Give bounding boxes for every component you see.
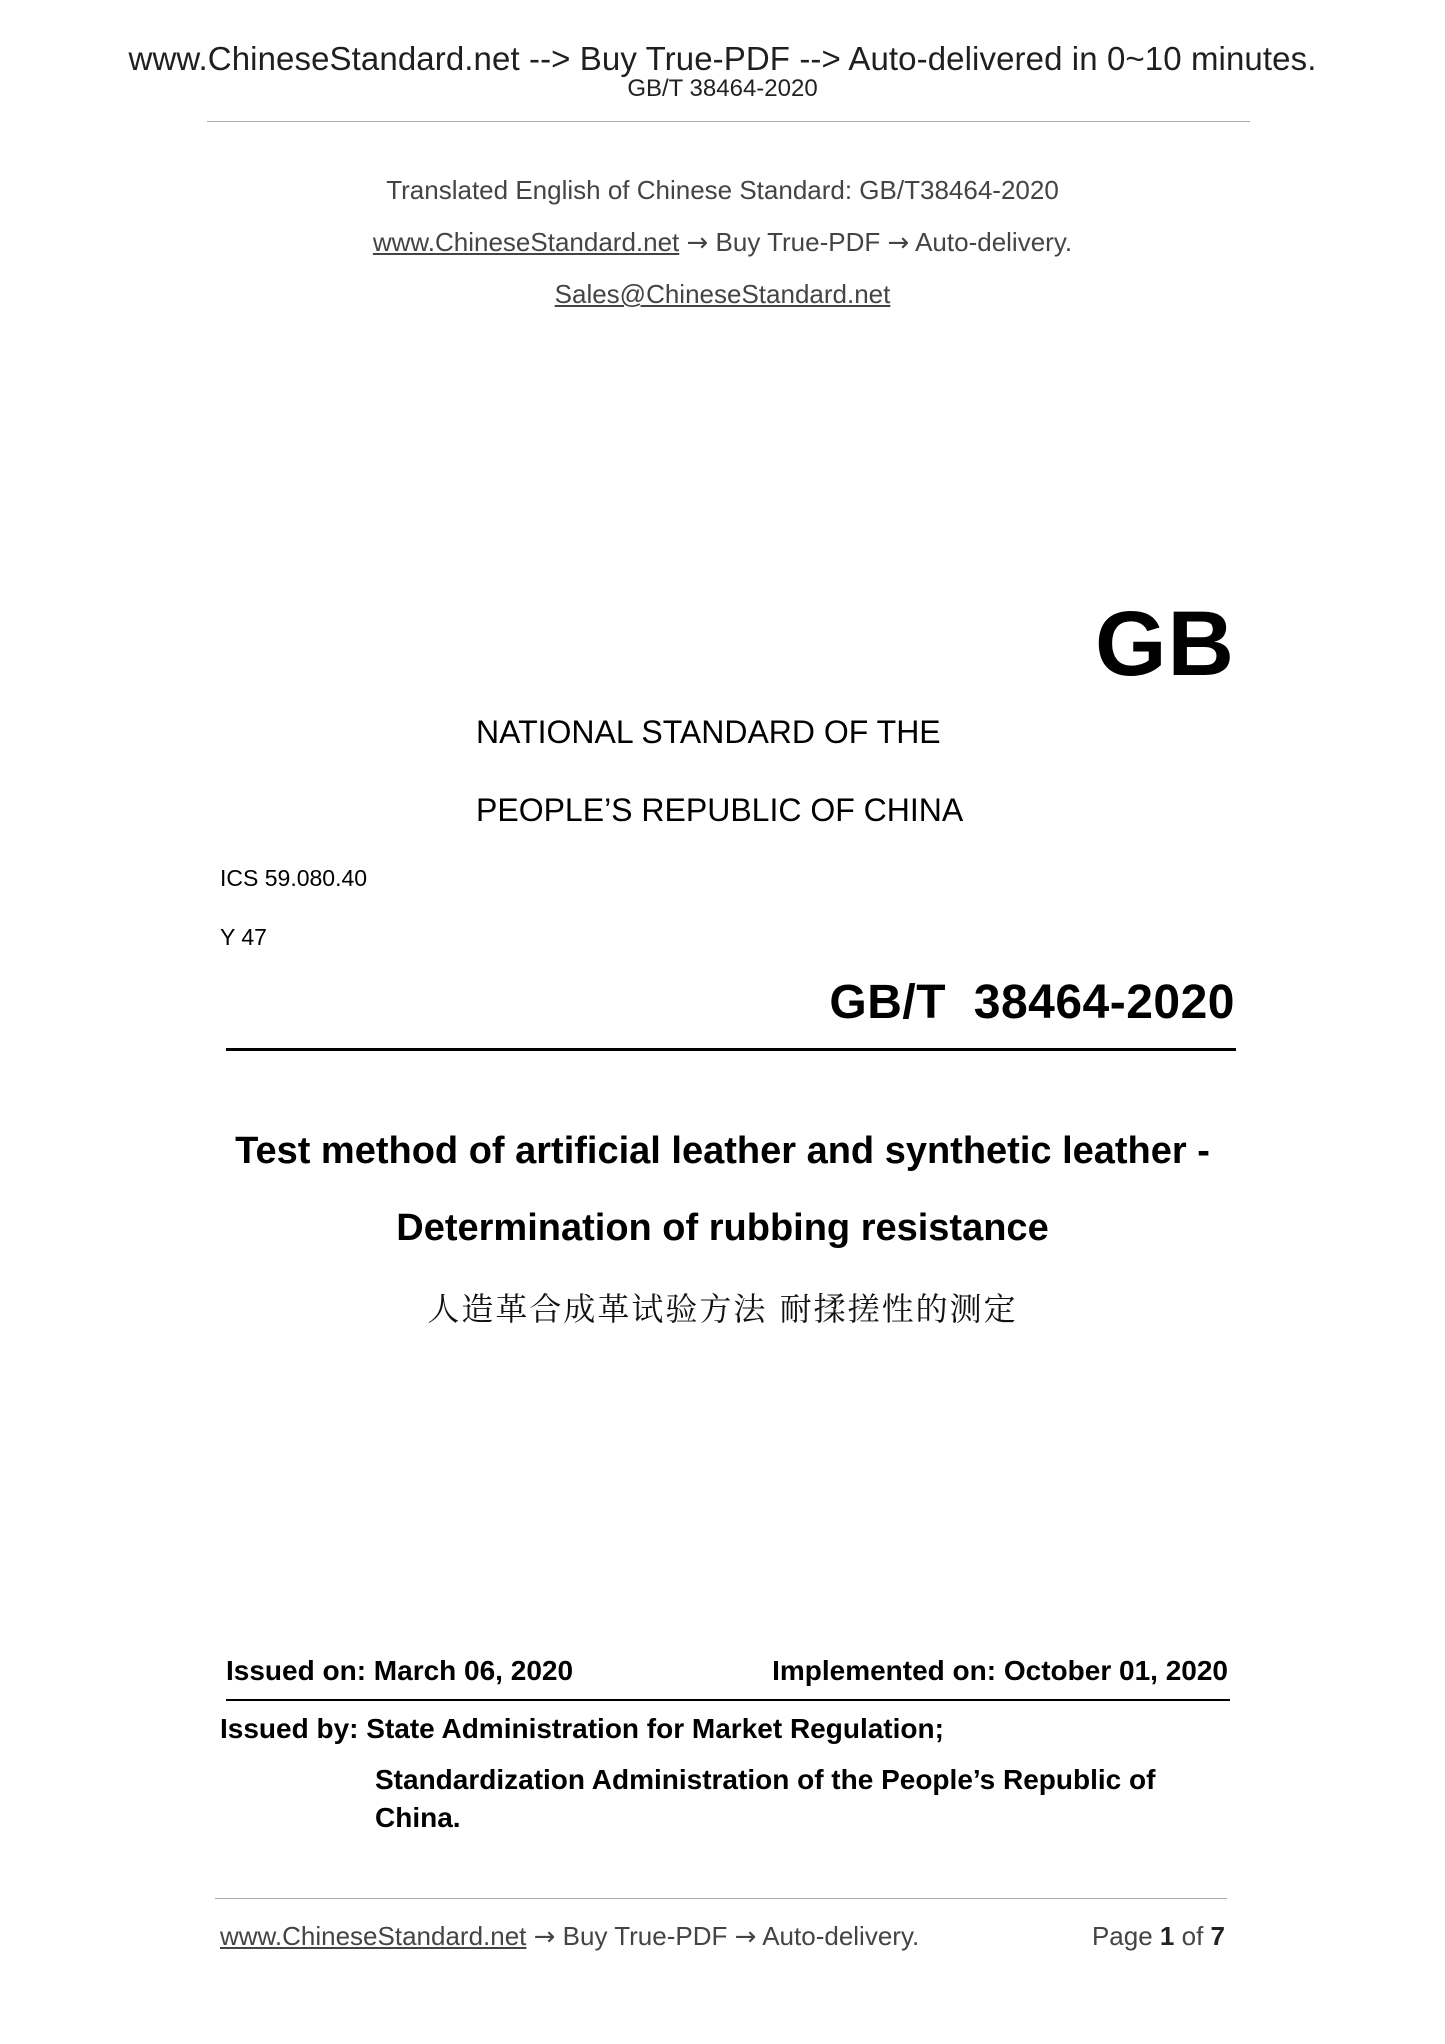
arrow-right-icon: → [533,1922,556,1952]
classification-code: Y 47 [220,924,267,950]
issued-rule [226,1699,1230,1701]
national-standard-line1: NATIONAL STANDARD OF THE [476,714,941,750]
standard-number: GB/T 38464-2020 [829,976,1235,1029]
issued-by: Issued by: State Administration for Market Regulation; [220,1713,944,1744]
page-indicator [1092,1921,1225,1952]
arrow-right-icon: → [686,228,709,258]
footer-auto-text: Auto-delivery. [762,1921,920,1951]
site-link[interactable]: www.ChineseStandard.net [372,227,680,257]
translation-notice: Translated English of Chinese Standard: GB/T38464-2020 [386,175,1059,205]
title-line2: Determination of rubbing resistance [396,1207,1049,1249]
gb-logo: GB [1095,593,1235,695]
page-number: 1 [1159,1921,1175,1951]
title-chinese: 人造革合成革试验方法 耐揉搓性的测定 [427,1290,1018,1328]
ics-code: ICS 59.080.40 [220,865,368,891]
national-standard-line2: PEOPLE’S REPUBLIC OF CHINA [476,792,964,828]
sales-email-link[interactable]: Sales@ChineseStandard.net [554,279,891,309]
arrow-right-icon: → [887,228,910,258]
title-line1: Test method of artificial leather and synthetic leather - [235,1130,1210,1172]
issued-on: Issued on: March 06, 2020 [226,1655,574,1686]
top-banner: www.ChineseStandard.net --> Buy True-PDF --> Auto-delivered in 0~10 minutes. [128,40,1317,77]
header-standard-code: GB/T 38464-2020 [627,75,818,102]
footer-buy-text: Buy True-PDF [562,1921,728,1951]
page-total: 7 [1210,1921,1225,1951]
arrow-right-icon: → [734,1922,757,1952]
footer-site-link[interactable]: www.ChineseStandard.net [220,1921,527,1951]
footer-promo [220,1921,919,1952]
page-label: Page [1091,1921,1153,1951]
of-label: of [1181,1921,1204,1951]
standard-number-rule [226,1048,1236,1051]
header-divider [207,121,1250,122]
promo-line [0,227,1445,258]
buy-text: Buy True-PDF [715,227,881,257]
implemented-on: Implemented on: October 01, 2020 [772,1655,1228,1686]
issued-by-secondary: Standardization Administration of the People’s Republic of China. [375,1764,1156,1833]
auto-text: Auto-delivery. [915,227,1073,257]
footer-divider [215,1898,1227,1899]
email-line [0,279,1445,310]
